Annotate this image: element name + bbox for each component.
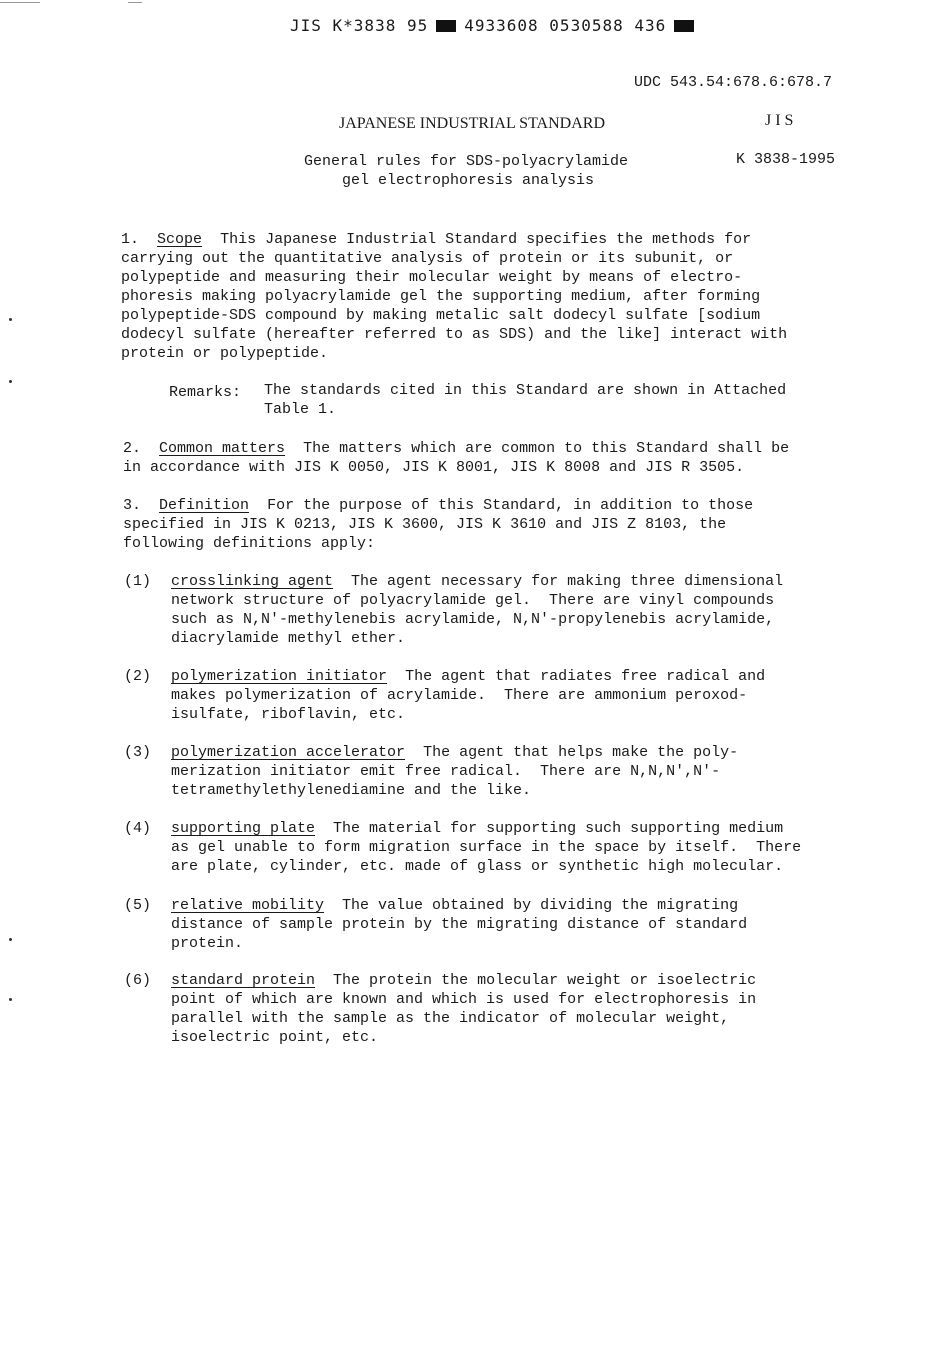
barcode-block-icon [674,20,694,32]
paragraph-line: dodecyl sulfate (hereafter referred to as SDS) and the like] interact with [121,326,788,343]
udc-classification: UDC 543.54:678.6:678.7 [634,74,833,91]
paragraph-line: polypeptide-SDS compound by making metalic salt dodecyl sulfate [sodium [121,307,761,324]
document-title-line-1: General rules for SDS-polyacrylamide [304,153,629,170]
remarks-line: The standards cited in this Standard are shown in Attached [264,382,787,399]
scan-speck [9,318,12,321]
section-scope-heading-line [121,230,751,249]
section-definition-heading-line [123,496,753,515]
paragraph-line: protein or polypeptide. [121,345,329,362]
definition-line: distance of sample protein by the migrating distance of standard [171,916,748,933]
document-code-part2: 4933608 0530588 436 [464,16,667,35]
paragraph-line: following definitions apply: [123,535,376,552]
section-number: 3. [123,497,142,514]
scan-speck [9,998,12,1001]
standard-title: JAPANESE INDUSTRIAL STANDARD [339,115,605,132]
definition-number: (1) [124,573,152,590]
paragraph-line: phoresis making polyacrylamide gel the supporting medium, after forming [121,288,761,305]
scan-mark [0,2,40,3]
paragraph-line: specified in JIS K 0213, JIS K 3600, JIS K 3610 and JIS Z 8103, the [123,516,727,533]
definition-line: The agent that helps make the poly- [423,744,739,761]
paragraph-line: carrying out the quantitative analysis of protein or its subunit, or [121,250,734,267]
definition-line: The agent that radiates free radical and [405,668,766,685]
definition-item-4 [171,819,783,838]
definition-number: (2) [124,668,152,685]
definition-line: The value obtained by dividing the migrating [342,897,739,914]
definition-term: relative mobility [171,897,325,914]
section-number: 1. [121,231,140,248]
definition-item-3 [171,743,738,762]
definition-line: isoelectric point, etc. [171,1029,379,1046]
definition-item-2 [171,667,765,686]
definition-term: polymerization accelerator [171,744,406,761]
section-common-heading-line [123,439,789,458]
definition-line: The agent necessary for making three dimensional [351,573,784,590]
paragraph-line: polypeptide and measuring their molecular weight by means of electro- [121,269,743,286]
definition-number: (5) [124,897,152,914]
remarks-label: Remarks: [169,384,242,401]
paragraph-line: The matters which are common to this Standard shall be [303,440,790,457]
definition-number: (4) [124,820,152,837]
section-number: 2. [123,440,142,457]
definition-line: The material for supporting such supporting medium [333,820,784,837]
definition-line: diacrylamide methyl ether. [171,630,406,647]
definition-line: such as N,N'-methylenebis acrylamide, N,N'-propylenebis acrylamide, [171,611,775,628]
definition-number: (3) [124,744,152,761]
section-heading: Definition [159,497,250,514]
definition-line: network structure of polyacrylamide gel. There are vinyl compounds [171,592,775,609]
scan-speck [9,380,12,383]
definition-term: crosslinking agent [171,573,334,590]
paragraph-line: in accordance with JIS K 0050, JIS K 8001, JIS K 8008 and JIS R 3505. [123,459,745,476]
definition-term: polymerization initiator [171,668,388,685]
definition-line: as gel unable to form migration surface in the space by itself. There [171,839,802,856]
definition-item-5 [171,896,738,915]
definition-line: The protein the molecular weight or isoelectric [333,972,757,989]
barcode-block-icon [436,20,456,32]
jis-mark: J I S [765,112,794,129]
definition-line: merization initiator emit free radical. There are N,N,N',N'- [171,763,721,780]
paragraph-line: This Japanese Industrial Standard specifies the methods for [220,231,752,248]
definition-number: (6) [124,972,152,989]
definition-item-1 [171,572,783,591]
document-code-header [290,16,702,35]
scan-mark [128,2,142,3]
remarks-line: Table 1. [264,401,337,418]
definition-line: isulfate, riboflavin, etc. [171,706,406,723]
paragraph-line: For the purpose of this Standard, in addition to those [267,497,754,514]
document-code-part1: JIS K*3838 95 [290,16,429,35]
definition-line: are plate, cylinder, etc. made of glass or synthetic high molecular. [171,858,784,875]
definition-line: parallel with the sample as the indicator of molecular weight, [171,1010,730,1027]
definition-line: point of which are known and which is used for electrophoresis in [171,991,757,1008]
definition-line: protein. [171,935,244,952]
definition-term: supporting plate [171,820,316,837]
document-title-line-2: gel electrophoresis analysis [342,172,595,189]
document-number: K 3838-1995 [736,151,836,168]
definition-line: makes polymerization of acrylamide. There are ammonium peroxod- [171,687,748,704]
scan-speck [9,938,12,941]
definition-line: tetramethylethylenediamine and the like. [171,782,532,799]
definition-term: standard protein [171,972,316,989]
section-heading: Common matters [159,440,286,457]
section-heading: Scope [157,231,203,248]
definition-item-6 [171,971,756,990]
